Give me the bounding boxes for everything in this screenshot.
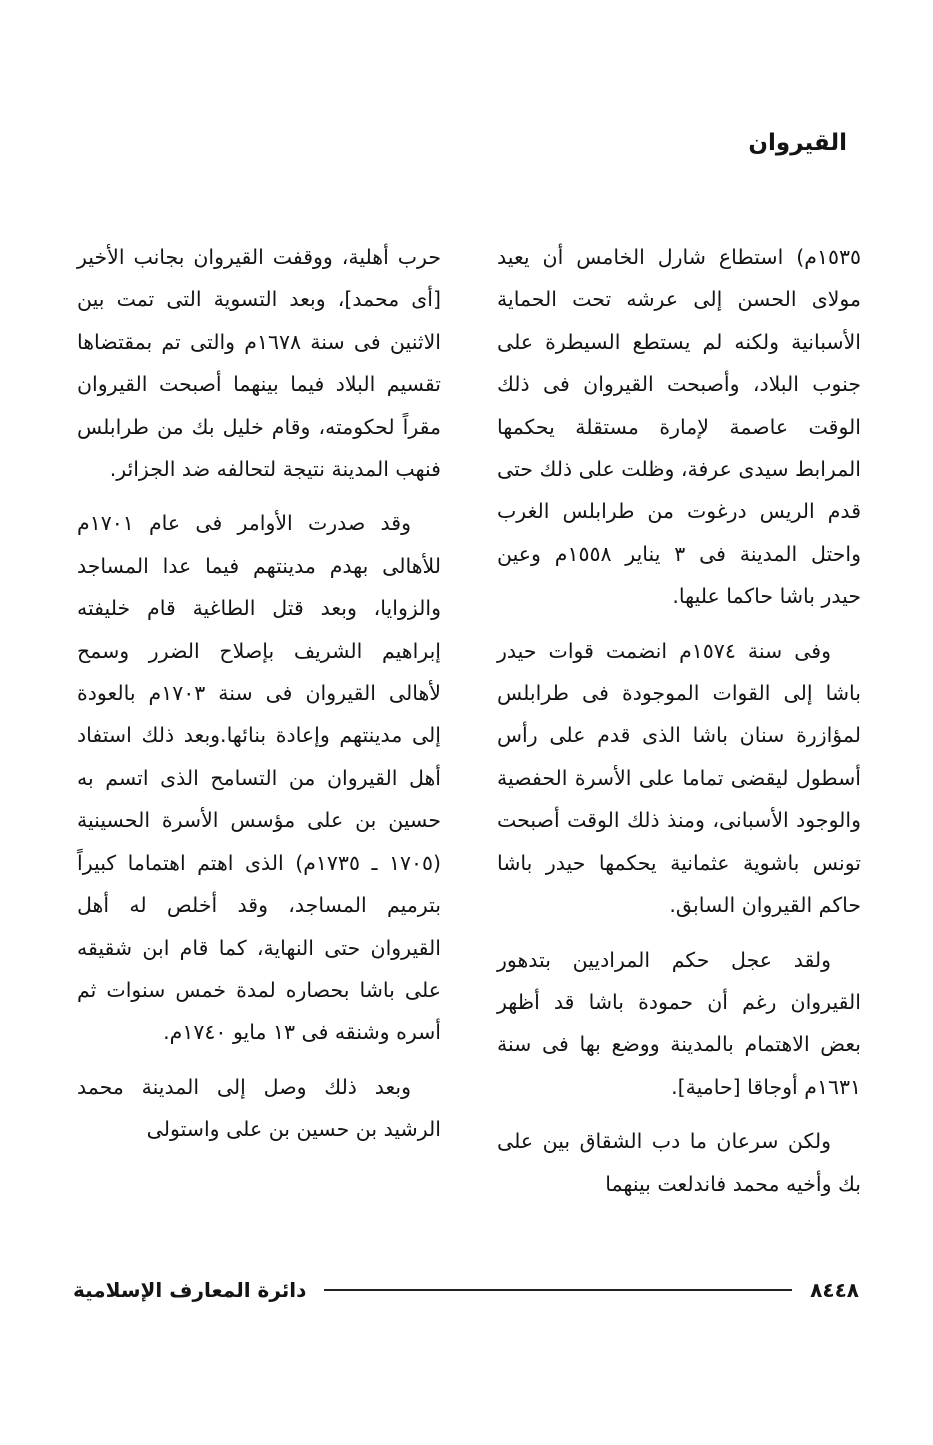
footer-rule — [324, 1289, 792, 1291]
page-footer — [73, 1273, 859, 1307]
text-column-left — [77, 236, 441, 1151]
publication-title: دائرة المعارف الإسلامية — [73, 1278, 307, 1302]
running-head-title: القيروان — [748, 130, 847, 156]
paragraph: حرب أهلية، ووقفت القيروان بجانب الأخير [أى محمد]، وبعد التسوية التى تمت بين الاثنين فى سنة ١٦٧٨م والتى تم بمقتضاها تقسيم البلاد فيما بينهما أصبحت القيروان مقراً لحكومته، وقام خليل بك من طرابلس فنهب المدينة نتيجة لتحالفه ضد الجزائر. — [77, 245, 441, 482]
paragraph: وبعد ذلك وصل إلى المدينة محمد الرشيد بن حسين بن على واستولى — [77, 1074, 441, 1142]
paragraph: وقد صدرت الأوامر فى عام ١٧٠١م للأهالى بهدم مدينتهم فيما عدا المساجد والزوايا، وبعد قتل الطاغية قام خليفته إبراهيم الشريف بإصلاح الضرر وسمح لأهالى القيروان فى سنة ١٧٠٣م بالعودة إلى مدينتهم وإعادة بنائها.وبعد ذلك استفاد أهل القيروان من التسامح الذى اتسم به حسين بن على مؤسس الأسرة الحسينية (١٧٠٥ ـ ١٧٣٥م) الذى اهتم اهتماما كبيراً بترميم المساجد، وقد أخلص له أهل القيروان حتى النهاية، كما قام ابن شقيقه على باشا بحصاره لمدة خمس سنوات ثم أسره وشنقه فى ١٣ مايو ١٧٤٠م. — [77, 511, 441, 1045]
text-column-right — [497, 236, 861, 1205]
paragraph: ولكن سرعان ما دب الشقاق بين على بك وأخيه محمد فاندلعت بينهما — [497, 1129, 861, 1196]
paragraph: ولقد عجل حكم المراديين بتدهور القيروان رغم أن حمودة باشا قد أظهر بعض الاهتمام بالمدينة ووضع بها فى سنة ١٦٣١م أوجاقا [حامية]. — [497, 947, 861, 1099]
page-number: ٨٤٤٨ — [810, 1278, 859, 1302]
paragraph: وفى سنة ١٥٧٤م انضمت قوات حيدر باشا إلى القوات الموجودة فى طرابلس لمؤازرة سنان باشا الذى قدم على رأس أسطول ليقضى تماما على الأسرة الحفصية والوجود الأسبانى، ومنذ ذلك الوقت أصبحت تونس باشوية عثمانية يحكمها حيدر باشا حاكم القيروان السابق. — [497, 638, 861, 918]
paragraph: ١٥٣٥م) استطاع شارل الخامس أن يعيد مولاى الحسن إلى عرشه تحت الحماية الأسبانية ولكنه لم يستطع السيطرة على جنوب البلاد، وأصبحت القيروان فى ذلك الوقت عاصمة لإمارة مستقلة يحكمها المرابط سيدى عرفة، وظلت على ذلك حتى قدم الريس درغوت من طرابلس الغرب واحتل المدينة فى ٣ يناير ١٥٥٨م وعين حيدر باشا حاكما عليها. — [496, 245, 862, 609]
